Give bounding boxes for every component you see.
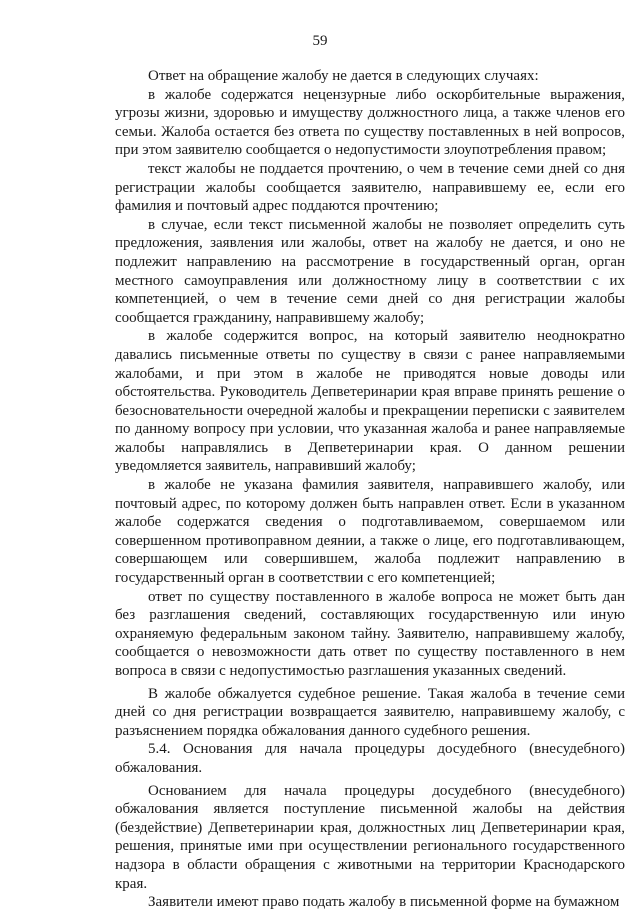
paragraph-undefined-essence: в случае, если текст письменной жалобы не позволяет определить суть предложения, заявления или жалобы, ответ на жалобу не дается, и оно не подлежит направлению на рассмотрение в государственный орган, орган местного самоуправления или должностному лицу в соответствии с их компетенцией, о чем в течение семи дней со дня регистрации жалобы сообщается гражданину, направившему жалобу; <box>115 216 625 326</box>
page-number: 59 <box>312 33 328 49</box>
paragraph-no-surname: в жалобе не указана фамилия заявителя, направившего жалобу, или почтовый адрес, по которому должен быть направлен ответ. Если в указанном жалобе содержатся сведения о подготавливаемом, совершаемом или совершенном противоправном деянии, а также о лице, его подготавливающем, совершающем или совершившем, жалоба подлежит направлению в государственный орган в соответствии с его компетенцией; <box>115 477 625 587</box>
paragraph-repeated-question: в жалобе содержится вопрос, на который заявителю неоднократно давались письменные ответы по существу в связи с ранее направляемыми жалобами, и при этом в жалобе не приводятся новые доводы или обстоятельства. Руководитель Депветеринарии края вправе принять решение о безосновательности очередной жалобы и прекращении переписки с заявителем по данному вопросу при условии, что указанная жалоба и ранее направляемые жалобы направлялись в Депветеринарии края. О данном решении уведомляется заявитель, направивший жалобу; <box>115 328 625 475</box>
paragraph-grounds: Основанием для начала процедуры досудебного (внесудебного) обжалования является поступление письменной жалобы на действия (бездействие) Депветеринарии края, должностных лиц Депветеринарии края, решения, принятые ими при осуществлении регионального государственного надзора в области обращения с животными на территории Краснодарского края. <box>115 782 625 892</box>
paragraph-right-to-complain: Заявители имеют право подать жалобу в письменной форме на бумажном <box>148 894 620 911</box>
paragraph-court-decision: В жалобе обжалуется судебное решение. Такая жалоба в течение семи дней со дня регистрации возвращается заявителю, направившему жалобу, с разъяснением порядка обжалования данного судебного решения. <box>115 685 625 739</box>
paragraph-state-secret: ответ по существу поставленного в жалобе вопроса не может быть дан без разглашения сведений, составляющих государственную или иную охраняемую федеральным законом тайну. Заявителю, направившему жалобу, сообщается о невозможности дать ответ по существу поставленного в нем вопроса в связи с недопустимостью разглашения указанных сведений. <box>115 588 625 679</box>
paragraph-unreadable-text: текст жалобы не поддается прочтению, о чем в течение семи дней со дня регистрации жалобы сообщается заявителю, направившему ее, если его фамилия и почтовый адрес поддаются прочтению; <box>115 160 625 215</box>
paragraph-intro: Ответ на обращение жалобу не дается в следующих случаях: <box>148 68 539 84</box>
paragraph-section-5-4: 5.4. Основания для начала процедуры досудебного (внесудебного) обжалования. <box>115 741 625 776</box>
paragraph-obscene-content: в жалобе содержатся нецензурные либо оскорбительные выражения, угрозы жизни, здоровью и имуществу должностного лица, а также членов его семьи. Жалоба остается без ответа по существу поставленных в ней вопросов, при этом заявителю сообщается о недопустимости злоупотребления правом; <box>115 86 625 159</box>
document-body <box>115 67 625 912</box>
